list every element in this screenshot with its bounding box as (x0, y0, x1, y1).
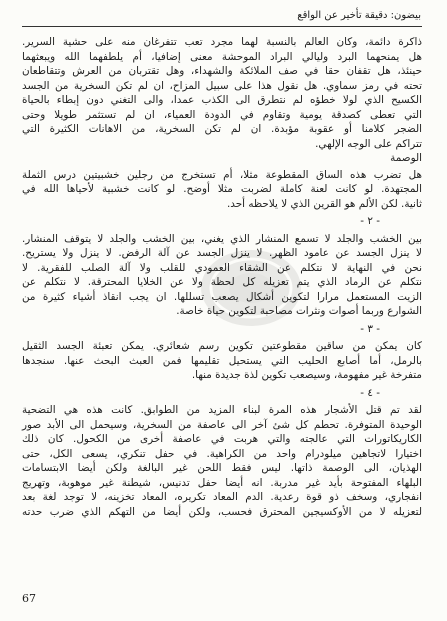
section-title: الوصمة (390, 152, 422, 164)
text-line: ثانية. لكن الألم هو القرين الذي لا يلاحظه أحد. (226, 197, 422, 210)
section-number: - ٤ - (360, 386, 380, 399)
header-rule (22, 26, 422, 27)
running-title: بيضون: دقيقة تأخير عن الواقع (297, 10, 421, 21)
text-line: الهذيان، الى الوصمة ذاتها. ليس فقط اللحن غير البالغة ولكن أيضا الابتسامات (22, 462, 422, 474)
text-line: هل تضرب هذه الساق المقطوعة مثلا، أم تستخرج من رجلين خشبيتين درس الثملة (22, 168, 422, 181)
text-line: كان يمكن من ساقين مقطوعتين تكوين رسم شعائري. يمكن تعبئة الجسد الثقيل (22, 340, 422, 352)
text-line: البلهاء المفتوحة بأيد غير مدربة. انه أيضا حفل تدنيس، شيطنة غير موهوبة، وتهريج (22, 476, 422, 489)
text-line: بالرمل، أما أصابع الحليب التي يستحيل تقليمها فمن العبث البحث عنها. سنجدها (22, 354, 422, 367)
text-line: الضجر كلامنا أو عقوبة مؤبدة. ان لم تكن السخرية، من الاهانات الكثيرة التي (22, 123, 422, 135)
text-line: الكاريكاتورات التي عالجته والتي هربت في عاصفة أخرى من الكحول. كان ذلك (22, 433, 422, 445)
text-line: ذاكرة دائمة، وكان العالم بالنسبة لهما مجرد تعب تتفرغان منه على حشية السرير. (22, 36, 422, 48)
text-line: لتعزيله لا من الأوكسيجين المحترق فحسب، ولكن أيضا من التهكم الذي ضرب حدته (22, 505, 422, 518)
text-line: متفرخة غير مفهومة، وسيصعب تكوين لذة جديدة منها. (191, 369, 422, 381)
text-line: لقد تم قتل الأشجار هذه المرة لبناء المزيد من الطوابق. كانت هذه هي التضحية (22, 404, 422, 416)
text-line: نحن في النهاية لا نتكلم عن الشقاء العمودي للقلب ولا آلة الصلب للفقرية. لا (22, 261, 422, 274)
text-line: هل يمنحهما البرد وليالي البراد الموحشة معنى إضافيا، أم يلطفهما الله ويبعثهما (22, 50, 422, 63)
text-line: الزيت المستعمل مرارا لتكوين أشكال يصعب تسللها. ان يجب انقاذ أشياء كثيرة من (22, 290, 422, 303)
text-line: المجتهدة. لو كانت لعنة كاملة لضربت مثلا أوضح. لو كانت خشبية لأحياها الله في (22, 183, 422, 195)
text-line: تتراكم على الوجه الإلهي. (315, 137, 422, 150)
text-line: لا ينزل الجسد عن عامود الظهر. لا ينزل الجسد عن آلة الرفض. لا ينزل ولا يستريح. (22, 247, 422, 259)
section-number: - ٣ - (360, 322, 380, 335)
section-number: - ٢ - (360, 215, 380, 227)
text-line: نتكلم عن الرماد الذي يتم تعزيله كل لحظة ولا عن الخلايا المحترقة. لا نتكلم عن (22, 276, 422, 288)
text-line: الكسيح الذي لولا خطؤه لم نتطرق الى الكذب عمدا، والى التغني دون إبطاء بالحياة (22, 94, 422, 106)
page-number: 67 (22, 592, 36, 605)
text-line: الوحيدة المتوفرة. تحطم كل شئ آخر الى عاصفة من السخرية، وسيحمل الى الأبد صور (22, 418, 422, 431)
text-line: تحته في رمز سماوي. هل نقول هذا على سبيل المزاح، ان لم تكن السخرية من الجسد (22, 79, 422, 92)
text-line: انفجاري، وسخف ذو قوة رعدية. الدم المعاد تكريره، المعاد تخزينه، لا توجد لغة بعد (22, 491, 422, 503)
text-line: الشوارع وربما أصوات ونثرات مصاحبة لتكوين حياة خاصة. (176, 305, 422, 317)
body-text (22, 35, 422, 519)
text-line: حينئذ، هل تقفان حقا في صف الملائكة والشهداء، وهل تقتربان من العرش وتتقاطعان (22, 65, 422, 77)
text-line: اختيارا لاتجاهين ميلودرام واحد من الكراهية. في حفل تنكري، يسعى الكل، حتى (22, 447, 422, 460)
text-line: التي تعطى كصدقة يومية وتقاوم في الدودة العمياء، ان لم تستثمر طويلا وحتى (22, 108, 422, 121)
text-line: بين الخشب والجلد لا تسمع المنشار الذي يغني، بين الخشب والجلد لا يتوقف المنشار. (22, 232, 422, 245)
